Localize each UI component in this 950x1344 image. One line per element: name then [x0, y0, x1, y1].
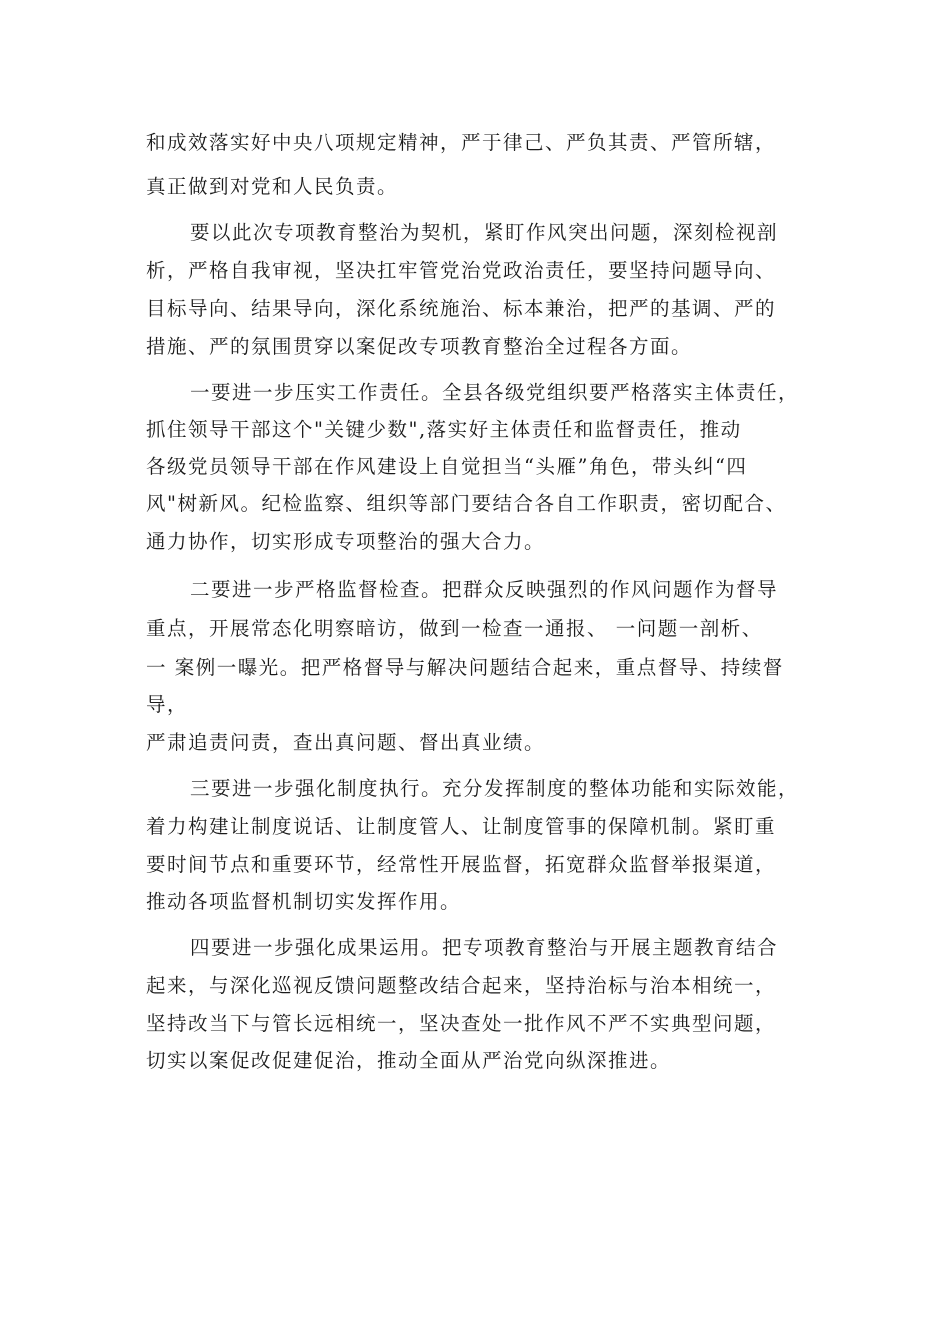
text-line: 通力协作，切实形成专项整治的强大合力。 — [146, 530, 546, 553]
text-line: 目标导向、结果导向，深化系统施治、标本兼治，把严的基调、严的 — [146, 297, 777, 320]
text-line: 导， — [146, 693, 189, 716]
paragraph-first-line: 要以此次专项教育整治为契机，紧盯作风突出问题，深刻检视剖 — [190, 221, 779, 244]
text-line: 措施、严的氛围贯穿以案促改专项教育整治全过程各方面。 — [146, 335, 693, 358]
text-line: 一 案例一曝光。把严格督导与解决问题结合起来，重点督导、持续督 — [146, 656, 784, 679]
paragraph-first-line: 三要进一步强化制度执行。充分发挥制度的整体功能和实际效能， — [190, 777, 800, 800]
text-line: 抓住领导干部这个"关键少数",落实好主体责任和监督责任，推动 — [146, 418, 742, 441]
text-line: 重点，开展常态化明察暗访，做到一检查一通报、 一问题一剖析、 — [146, 617, 763, 640]
text-line: 坚持改当下与管长远相统一，坚决查处一批作风不严不实典型问题， — [146, 1012, 777, 1035]
text-line: 要时间节点和重要环节，经常性开展监督，拓宽群众监督举报渠道， — [146, 853, 777, 876]
text-line: 着力构建让制度说话、让制度管人、让制度管事的保障机制。紧盯重 — [146, 815, 777, 838]
paragraph-first-line: 四要进一步强化成果运用。把专项教育整治与开展主题教育结合 — [190, 936, 779, 959]
text-line: 起来，与深化巡视反馈问题整改结合起来，坚持治标与治本相统一， — [146, 974, 777, 997]
paragraph-first-line: 二要进一步严格监督检查。把群众反映强烈的作风问题作为督导 — [190, 578, 779, 601]
paragraph-first-line: 一要进一步压实工作责任。全县各级党组织要严格落实主体责任， — [190, 381, 800, 404]
text-line: 风"树新风。纪检监察、组织等部门要结合各自工作职责，密切配合、 — [146, 492, 787, 515]
text-line: 真正做到对党和人民负责。 — [146, 175, 399, 198]
text-line: 析，严格自我审视，坚决扛牢管党治党政治责任，要坚持问题导向、 — [146, 259, 777, 282]
text-line: 推动各项监督机制切实发挥作用。 — [146, 890, 462, 913]
text-line: 切实以案促改促建促治，推动全面从严治党向纵深推进。 — [146, 1049, 672, 1072]
text-line: 各级党员领导干部在作风建设上自觉担当“头雁”角色，带头纠“四 — [146, 455, 748, 478]
text-line: 严肃追责问责，查出真问题、督出真业绩。 — [146, 731, 546, 754]
text-line: 和成效落实好中央八项规定精神，严于律己、严负其责、严管所辖， — [146, 131, 777, 154]
